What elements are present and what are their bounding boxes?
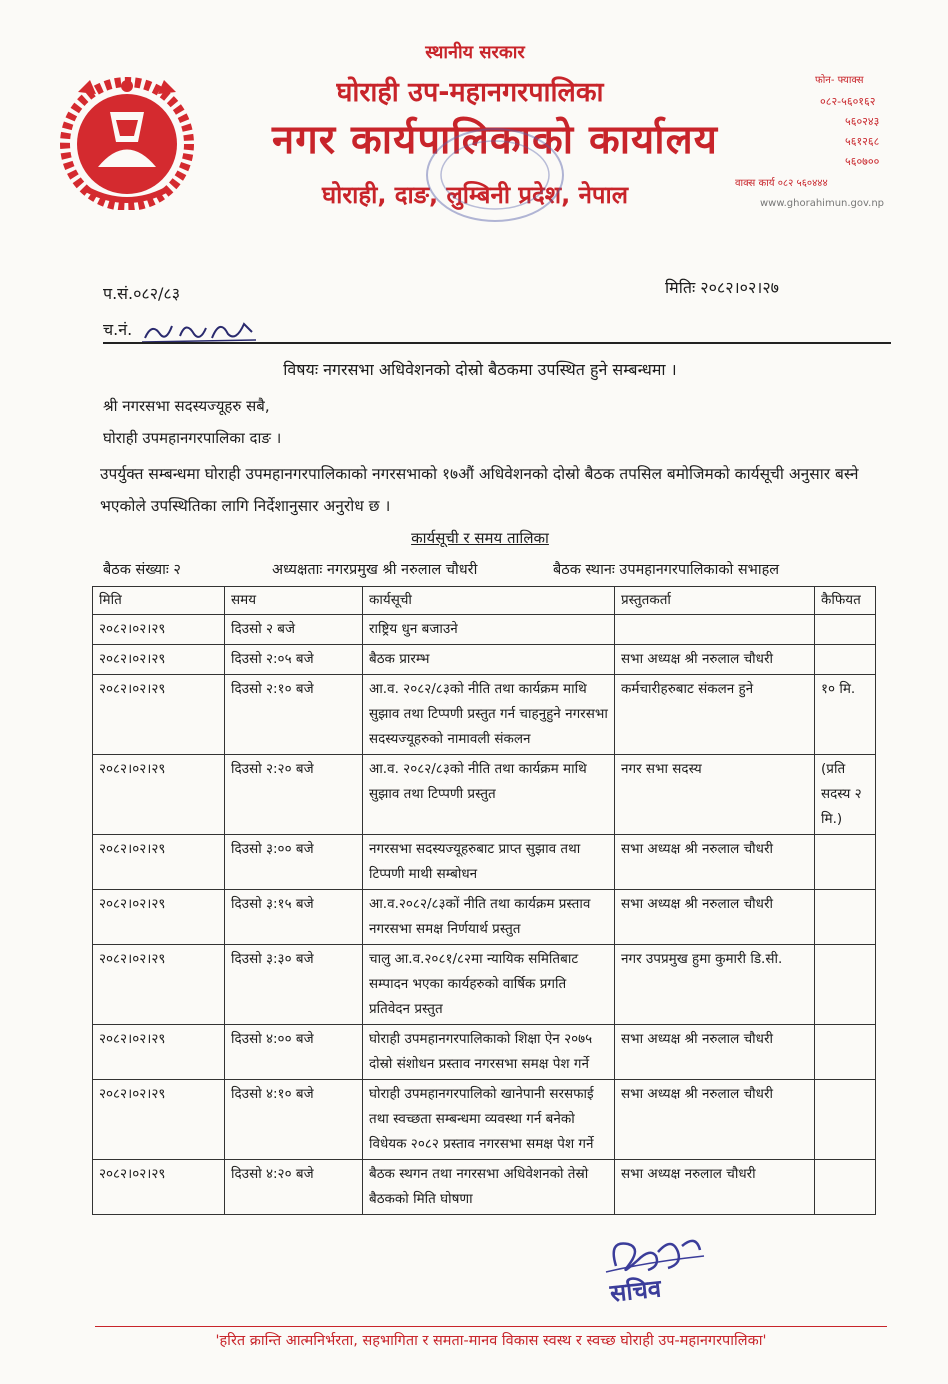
remarks-cell: (प्रति सदस्य २ मि.)	[815, 755, 876, 835]
date-cell: २०८२।०२।२९	[93, 675, 225, 755]
table-row	[93, 1080, 876, 1160]
agenda-item-cell: बैठक स्थगन तथा नगरसभा अधिवेशनको तेस्रो बैठकको मिति घोषणा	[363, 1160, 615, 1215]
agenda-item-cell: चालु आ.व.२०८१/८२मा न्यायिक समितिबाट सम्पादन भएका कार्यहरुको वार्षिक प्रगति प्रतिवेदन प्रस्तुत	[363, 945, 615, 1025]
time-cell: दिउसो ४:२० बजे	[225, 1160, 363, 1215]
table-row	[93, 615, 876, 645]
meeting-venue: बैठक स्थानः उपमहानगरपालिकाको सभाहल	[553, 562, 780, 578]
date-cell: २०८२।०२।२९	[93, 755, 225, 835]
phone-number: ०८२-५६०१६२	[820, 95, 876, 108]
table-row	[93, 1025, 876, 1080]
signatory-title: सचिव	[608, 1274, 663, 1308]
letterhead-government: स्थानीय सरकार	[425, 42, 525, 63]
time-cell: दिउसो २ बजे	[225, 615, 363, 645]
date-cell: २०८२।०२।२९	[93, 645, 225, 675]
column-header: मिति	[93, 587, 225, 615]
agenda-title: कार्यसूची र समय तालिका	[411, 529, 549, 547]
time-cell: दिउसो २:०५ बजे	[225, 645, 363, 675]
presenter-cell: कर्मचारीहरुबाट संकलन हुने	[615, 675, 815, 755]
dispatch-label: च.नं.	[103, 320, 133, 339]
date-cell: २०८२।०२।२९	[93, 1080, 225, 1160]
table-row	[93, 945, 876, 1025]
table-header-row	[93, 587, 876, 615]
phone-number: ५६१२६८	[845, 135, 880, 148]
time-cell: दिउसो ४:१० बजे	[225, 1080, 363, 1160]
time-cell: दिउसो ४:०० बजे	[225, 1025, 363, 1080]
addressee-line: घोराही उपमहानगरपालिका दाङ ।	[103, 429, 282, 447]
date-cell: २०८२।०२।२९	[93, 1160, 225, 1215]
agenda-item-cell: राष्ट्रिय धुन बजाउने	[363, 615, 615, 645]
column-header: कैफियत	[815, 587, 876, 615]
footer-slogan: 'हरित क्रान्ति आत्मनिर्भरता, सहभागिता र समता-मानव विकास स्वस्थ र स्वच्छ घोराही उप-महानगरपालिका'	[215, 1333, 767, 1349]
letterhead-address: घोराही, दाङ, लुम्बिनी प्रदेश, नेपाल	[321, 181, 629, 209]
letter-body: उपर्युक्त सम्बन्धमा घोराही उपमहानगरपालिकाको नगरसभाको १७औं अधिवेशनको दोस्रो बैठक तपसिल बमोजिमको कार्यसूची अनुसार बस्ने भएकोले उपस्थितिका लागि निर्देशानुसार अनुरोध छ ।	[100, 465, 859, 515]
remarks-cell	[815, 645, 876, 675]
time-cell: दिउसो ३:३० बजे	[225, 945, 363, 1025]
reference-number: प.सं.०८२/८३	[103, 284, 181, 303]
date-cell: २०८२।०२।२९	[93, 615, 225, 645]
agenda-item-cell: बैठक प्रारम्भ	[363, 645, 615, 675]
agenda-item-cell: घोराही उपमहानगरपालिको खानेपानी सरसफाई तथा स्वच्छता सम्बन्धमा व्यवस्था गर्न बनेको विधेयक २०८२ प्रस्ताव नगरसभा समक्ष पेश गर्ने	[363, 1080, 615, 1160]
date-cell: २०८२।०२।२९	[93, 835, 225, 890]
agenda-item-cell: आ.व. २०८२/८३को नीति तथा कार्यक्रम माथि सुझाव तथा टिप्पणी प्रस्तुत	[363, 755, 615, 835]
table-row	[93, 835, 876, 890]
agenda-item-cell: आ.व. २०८२/८३को नीति तथा कार्यक्रम माथि सुझाव तथा टिप्पणी प्रस्तुत गर्न चाहनुहुने नगरसभा सदस्यज्यूहरुको नामावली संकलन	[363, 675, 615, 755]
agenda-item-cell: नगरसभा सदस्यज्यूहरुबाट प्राप्त सुझाव तथा टिप्पणी माथी सम्बोधन	[363, 835, 615, 890]
table-row	[93, 675, 876, 755]
handwritten-dispatch-number	[140, 312, 260, 346]
remarks-cell	[815, 1025, 876, 1080]
presenter-cell: सभा अध्यक्ष श्री नरुलाल चौधरी	[615, 835, 815, 890]
presenter-cell: नगर उपप्रमुख हुमा कुमारी डि.सी.	[615, 945, 815, 1025]
phone-number: ५६०२४३	[845, 115, 880, 128]
agenda-item-cell: आ.व.२०८२/८३कों नीति तथा कार्यक्रम प्रस्ताव नगरसभा समक्ष निर्णयार्थ प्रस्तुत	[363, 890, 615, 945]
remarks-cell	[815, 945, 876, 1025]
website-link[interactable]: www.ghorahimun.gov.np	[760, 198, 885, 209]
office-stamp-icon	[420, 120, 570, 230]
presenter-cell	[615, 615, 815, 645]
agenda-table	[92, 586, 876, 1215]
addressee-line: श्री नगरसभा सदस्यज्यूहरु सबै,	[103, 397, 270, 415]
presenter-cell: नगर सभा सदस्य	[615, 755, 815, 835]
presenter-cell: सभा अध्यक्ष श्री नरुलाल चौधरी	[615, 1025, 815, 1080]
table-row	[93, 755, 876, 835]
remarks-cell	[815, 835, 876, 890]
contact-label: फोन- फ्याक्स	[815, 75, 864, 86]
remarks-cell	[815, 615, 876, 645]
remarks-cell	[815, 1080, 876, 1160]
date-cell: २०८२।०२।२९	[93, 1025, 225, 1080]
column-header: कार्यसूची	[363, 587, 615, 615]
time-cell: दिउसो २:२० बजे	[225, 755, 363, 835]
table-row	[93, 645, 876, 675]
column-header: प्रस्तुतकर्ता	[615, 587, 815, 615]
column-header: समय	[225, 587, 363, 615]
table-row	[93, 1160, 876, 1215]
table-row	[93, 890, 876, 945]
presenter-cell: सभा अध्यक्ष श्री नरुलाल चौधरी	[615, 1080, 815, 1160]
phone-number: ५६०७००	[845, 155, 880, 168]
time-cell: दिउसो ३:०० बजे	[225, 835, 363, 890]
footer-divider	[95, 1326, 887, 1327]
presenter-cell: सभा अध्यक्ष श्री नरुलाल चौधरी	[615, 645, 815, 675]
mail-box-line: वाक्स कार्य ०८२ ५६०४४४	[735, 178, 828, 189]
remarks-cell: १० मि.	[815, 675, 876, 755]
time-cell: दिउसो २:१० बजे	[225, 675, 363, 755]
letterhead-office-title: नगर कार्यपालिकाको कार्यालय	[272, 117, 718, 163]
divider	[103, 342, 891, 344]
meeting-chair: अध्यक्षताः नगरप्रमुख श्री नरुलाल चौधरी	[272, 562, 478, 578]
meeting-number: बैठक संख्याः २	[103, 562, 181, 578]
presenter-cell: सभा अध्यक्ष नरुलाल चौधरी	[615, 1160, 815, 1215]
remarks-cell	[815, 1160, 876, 1215]
letter-subject: विषयः नगरसभा अधिवेशनको दोस्रो बैठकमा उपस्थित हुने सम्बन्धमा ।	[283, 360, 677, 379]
time-cell: दिउसो ३:१५ बजे	[225, 890, 363, 945]
agenda-item-cell: घोराही उपमहानगरपालिकाको शिक्षा ऐन २०७५ दोस्रो संशोधन प्रस्ताव नगरसभा समक्ष पेश गर्ने	[363, 1025, 615, 1080]
remarks-cell	[815, 890, 876, 945]
letter-date: मितिः २०८२।०२।२७	[665, 278, 779, 297]
nepal-government-emblem-icon	[58, 72, 196, 210]
date-cell: २०८२।०२।२९	[93, 890, 225, 945]
date-cell: २०८२।०२।२९	[93, 945, 225, 1025]
letterhead-municipality: घोराही उप-महानगरपालिका	[336, 77, 604, 108]
presenter-cell: सभा अध्यक्ष श्री नरुलाल चौधरी	[615, 890, 815, 945]
